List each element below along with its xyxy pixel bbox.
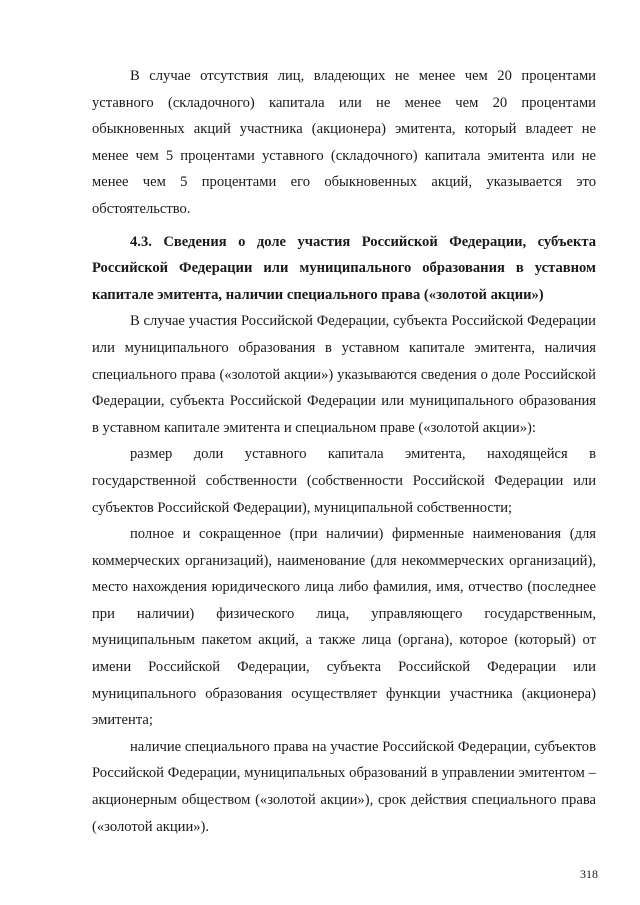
paragraph-no-owners: В случае отсутствия лиц, владеющих не менее чем 20 процентами уставного (складочного) капитала или не менее чем 20 процентами обыкновенных акций участника (акционера) эмитента, который владеет не менее чем 5 процентами уставного (складочного) капитала эмитента или не менее чем 5 процентами его обыкновенных акций, указывается это обстоятельство. [92,68,596,217]
page-number: 318 [580,867,598,881]
paragraph-share-size: размер доли уставного капитала эмитента, находящейся в государственной собственности (собственности Российской Федерации или субъектов Российской Федерации), муниципальной собственности; [92,446,596,516]
body-text [92,63,596,840]
paragraph-golden-share: наличие специального права на участие Российской Федерации, субъектов Российской Федерации, муниципальных образований в управлении эмитентом – акционерным обществом («золотой акции»), срок действия специального права («золотой акции»). [92,738,596,835]
section-heading-4-3: 4.3. Сведения о доле участия Российской Федерации, субъекта Российской Федерации или муниципального образования в уставном капитале эмитента, наличии специального права («золотой акции») [92,233,596,303]
paragraph-state-participation: В случае участия Российской Федерации, субъекта Российской Федерации или муниципального образования в уставном капитале эмитента, наличия специального права («золотой акции») указываются сведения о доле Российской Федерации, субъекта Российской Федерации или муниципального образования в уставном капитале эмитента и специальном праве («золотой акции»): [92,313,596,436]
paragraph-names: полное и сокращенное (при наличии) фирменные наименования (для коммерческих организаций), наименование (для некоммерческих организаций), место нахождения юридического лица либо фамилия, имя, отчество (последнее при наличии) физического лица, управляющего государственным, муниципальным пакетом акций, а также лица (органа), которое (который) от имени Российской Федерации, субъекта Российской Федерации или муниципального образования осуществляет функции участника (акционера) эмитента; [92,526,596,729]
